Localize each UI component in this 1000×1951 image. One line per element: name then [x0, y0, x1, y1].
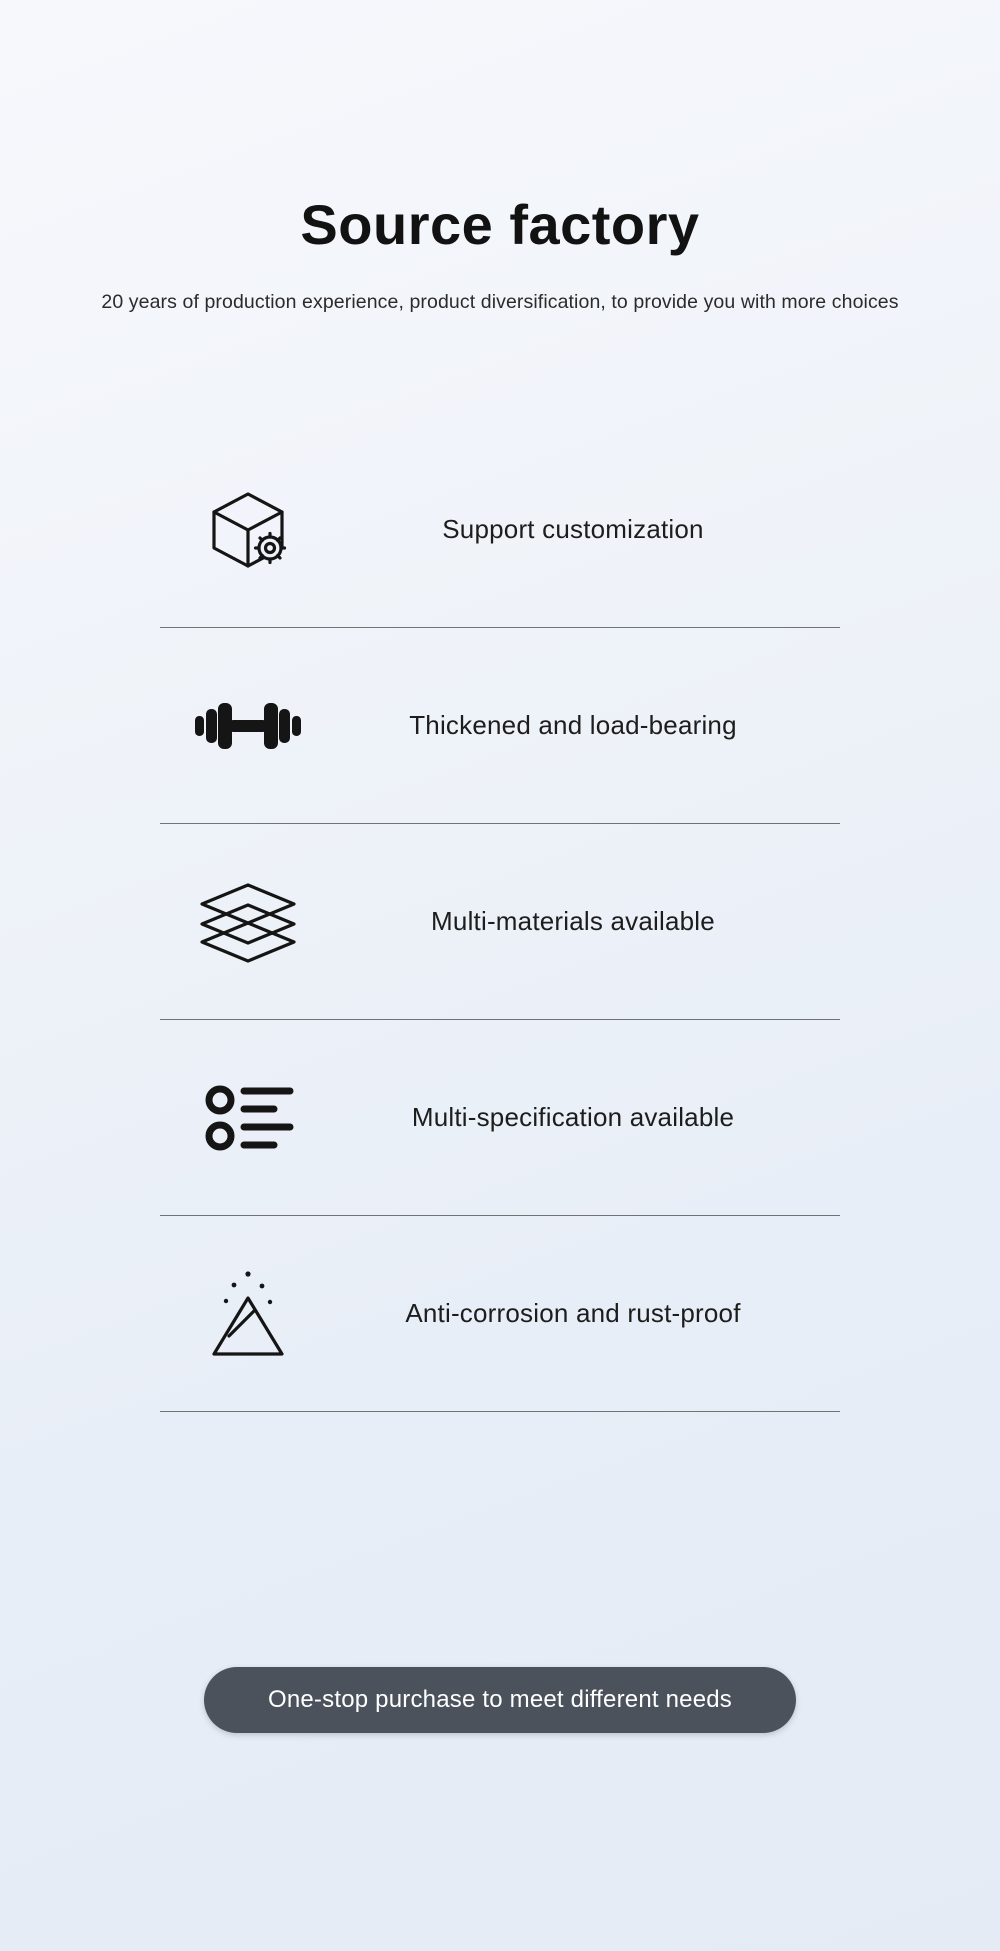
specification-list-icon: [160, 1078, 336, 1158]
list-item: [160, 1020, 840, 1216]
cta-container: [0, 1667, 1000, 1733]
anti-corrosion-cone-icon: [160, 1264, 336, 1364]
page-header: [0, 0, 1000, 314]
dumbbell-icon: [160, 700, 336, 752]
list-item: [160, 628, 840, 824]
page-subtitle: 20 years of production experience, product diversification, to provide you with more choices: [101, 290, 899, 313]
feature-list: [160, 432, 840, 1412]
divider: [160, 1411, 840, 1412]
list-item-label: Thickened and load-bearing: [409, 710, 737, 741]
list-item-label: Anti-corrosion and rust-proof: [405, 1298, 741, 1329]
box-gear-icon: [160, 482, 336, 578]
page-title: Source factory: [300, 193, 700, 256]
list-item: [160, 432, 840, 628]
list-item-label: Multi-specification available: [411, 1102, 735, 1133]
layers-icon: [160, 879, 336, 965]
list-item: [160, 824, 840, 1020]
list-item-label: Support customization: [442, 514, 704, 545]
one-stop-purchase-button[interactable]: One-stop purchase to meet different needs: [204, 1667, 796, 1733]
list-item: [160, 1216, 840, 1412]
list-item-label: Multi-materials available: [431, 906, 715, 937]
